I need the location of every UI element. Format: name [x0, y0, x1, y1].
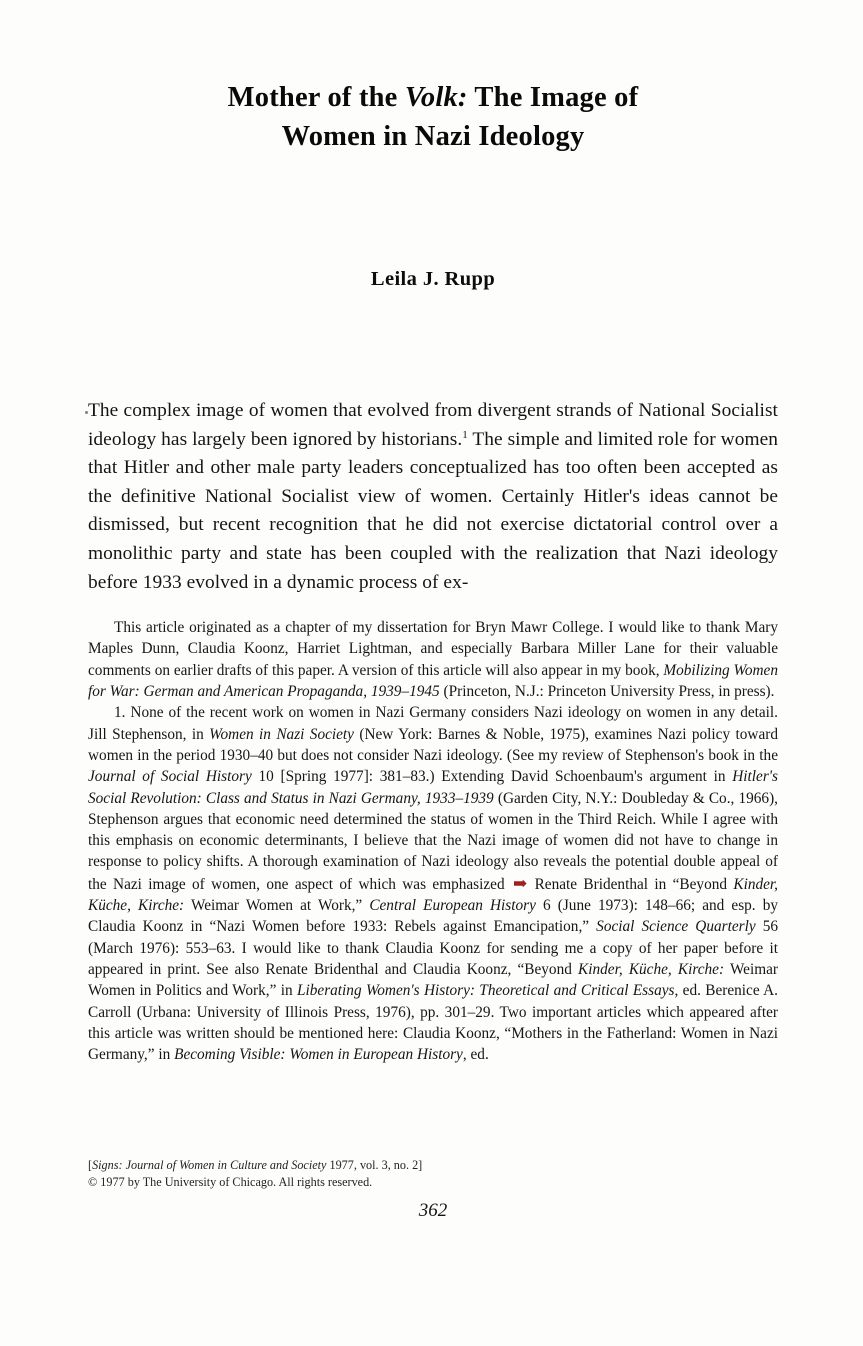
title-italic-volk: Volk:: [404, 82, 468, 113]
note1-t6: Weimar Women at Work,”: [184, 897, 370, 915]
note1-t5: Renate Bridenthal in “Beyond: [528, 875, 734, 893]
note1-i4: Kinder, Küche, Kirche:: [88, 875, 779, 915]
note1-i2: Journal of Social History: [88, 768, 252, 786]
ack-text-1: This article originated as a chapter of my dissertation for Bryn Mawr College. I would like to thank Mary Maples Dunn, Claudia Koonz, Harriet Lightman, and especially Barbara Miller Lane for their valuable comments on earlier drafts of this paper. A version of this article will also appear in my book,: [88, 619, 778, 679]
footnote-block: [88, 617, 778, 1065]
note1-i6: Social Science Quarterly: [596, 918, 756, 936]
note1-i9: Becoming Visible: Women in European History: [174, 1046, 463, 1064]
note1-t10: , ed. Berenice A. Carroll (Urbana: University of Illinois Press, 1976), pp. 301–29. Two important articles which appeared after this article was written should be mentioned here: Claudia Koonz, “Mothers in the Fatherland: Women in Nazi Germany,” in: [88, 982, 778, 1064]
note1-t4: (Garden City, N.Y.: Doubleday & Co., 1966), Stephenson argues that economic need determined the status of women in the Third Reich. While I agree with this emphasis on economic determinants, I believe that the Nazi image of women did not have to change in response to policy shifts. A thorough examination of Nazi ideology also reveals the potential double appeal of the Nazi image of women, one aspect of which was emphasized: [88, 789, 778, 893]
journal-volume-info: 1977, vol. 3, no. 2]: [326, 1158, 423, 1172]
footnote-marker: 1: [462, 428, 468, 441]
note1-i5: Central European History: [369, 897, 536, 915]
footnote-note-1: [88, 702, 778, 1065]
note1-t11: , ed.: [462, 1046, 489, 1064]
note1-number: 1.: [114, 704, 126, 722]
body-paragraph: [88, 397, 778, 597]
note1-i1: Women in Nazi Society: [209, 725, 354, 743]
page-content: [88, 0, 778, 1346]
title-line-1: [88, 78, 778, 117]
body-text-part-1: The complex image of women that evolved from divergent strands of National Socialist ideology has largely been ignored by historians.: [88, 400, 778, 450]
note1-t9: Weimar Women in Politics and Work,” in: [88, 960, 778, 1000]
journal-citation-line: [88, 1157, 778, 1174]
journal-citation-footer: [88, 1157, 778, 1190]
note1-t8: 56 (March 1976): 553–63. I would like to thank Claudia Koonz for sending me a copy of her paper before it appeared in print. See also Renate Bridenthal and Claudia Koonz, “Beyond: [88, 918, 779, 978]
footnote-acknowledgment: [88, 617, 778, 702]
note1-t3: 10 [Spring 1977]: 381–83.) Extending David Schoenbaum's argument in: [251, 768, 733, 786]
title-prefix: Mother of the: [227, 82, 405, 113]
journal-name: Signs: Journal of Women in Culture and Society: [92, 1158, 327, 1172]
note1-i8: Liberating Women's History: Theoretical and Critical Essays: [297, 982, 675, 1000]
ack-text-2: (Princeton, N.J.: Princeton University Press, in press).: [439, 683, 775, 701]
author-name: Leila J. Rupp: [370, 268, 496, 290]
note1-t2: (New York: Barnes & Noble, 1975), examines Nazi policy toward women in the period 1930–40 but does not consider Nazi ideology. (See my review of Stephenson's book in the: [88, 725, 778, 764]
right-arrow-icon: ➡: [512, 873, 527, 893]
body-text-part-2: The simple and limited role for women that Hitler and other male party leaders conceptualized has too often been accepted as the definitive National Socialist view of women. Certainly Hitler's ideas cannot be dismissed, but recent recognition that he did not exercise dictatorial control over a monolithic party and state has been coupled with the realization that Nazi ideology before 1933 evolved in a dynamic process of ex-: [88, 428, 778, 593]
page-title: [88, 78, 778, 156]
note1-i7: Kinder, Küche, Kirche:: [578, 960, 725, 978]
note1-i3: Hitler's Social Revolution: Class and Status in Nazi Germany, 1933–1939: [88, 768, 778, 807]
title-suffix: The Image of: [467, 82, 639, 113]
note1-t7: 6 (June 1973): 148–66; and esp. by Claudia Koonz in “Nazi Women before 1933: Rebels against Emancipation,”: [88, 897, 779, 936]
note1-t1: None of the recent work on women in Nazi Germany considers Nazi ideology on women in any detail. Jill Stephenson, in: [88, 704, 778, 743]
ack-italic-book-title: Mobilizing Women for War: German and American Propaganda, 1939–1945: [88, 661, 778, 701]
page-number: 362: [418, 1200, 448, 1221]
title-line-2: Women in Nazi Ideology: [281, 121, 585, 152]
copyright-line: © 1977 by The University of Chicago. All rights reserved.: [88, 1174, 373, 1189]
bracket-open: [: [88, 1158, 93, 1172]
